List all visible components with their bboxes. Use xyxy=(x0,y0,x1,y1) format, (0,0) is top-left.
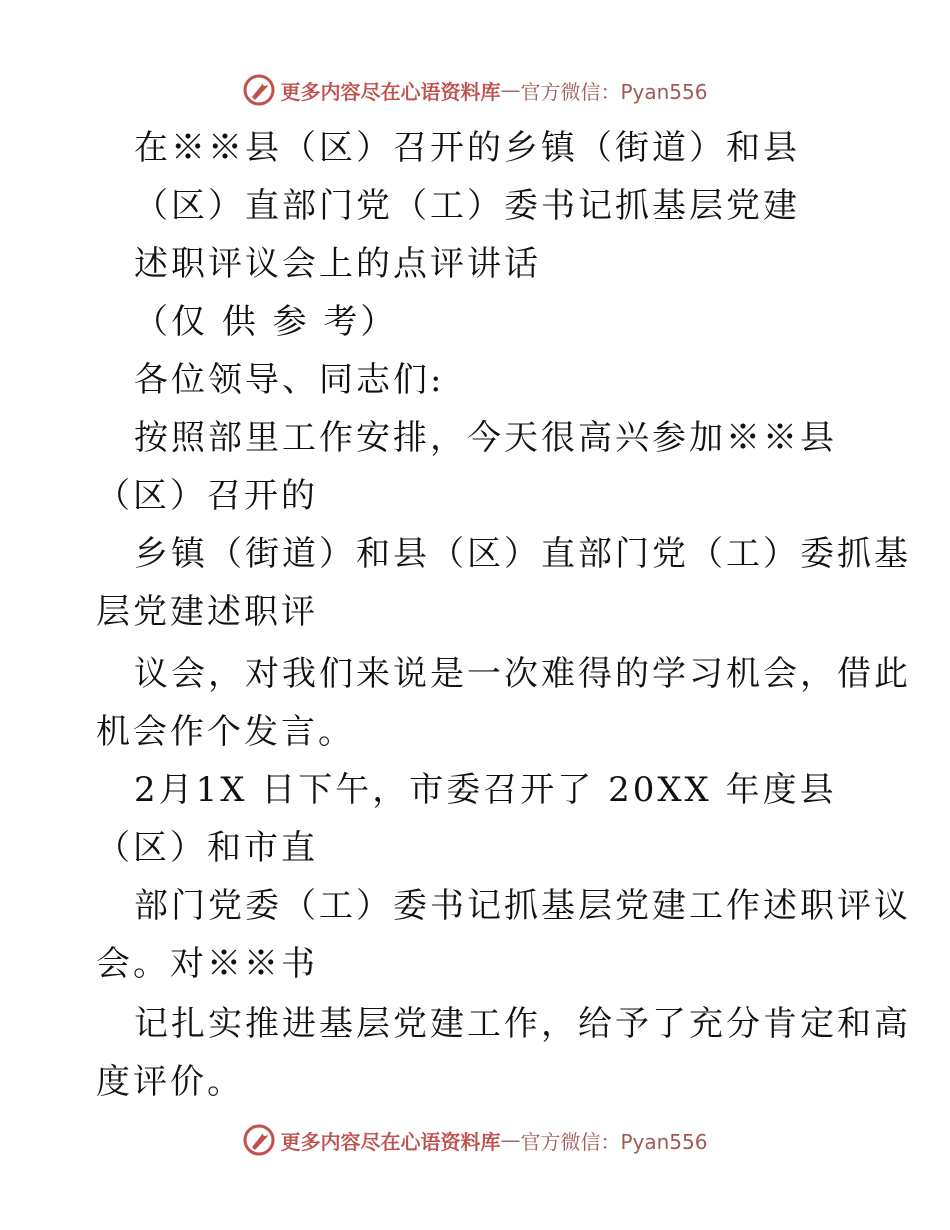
title-line-4: （仅 供 参 考） xyxy=(134,302,398,342)
paragraph-line: 会。对※※书 xyxy=(96,944,318,984)
title-line-1: 在※※县（区）召开的乡镇（街道）和县 xyxy=(134,128,800,168)
paragraph-line: （区）召开的 xyxy=(96,476,318,516)
paragraph-line: 按照部里工作安排，今天很高兴参加※※县 xyxy=(134,418,837,458)
watermark-separator: — xyxy=(500,1128,521,1152)
title-line-3: 述职评议会上的点评讲话 xyxy=(134,244,541,284)
title-line-2: （区）直部门党（工）委书记抓基层党建 xyxy=(134,186,800,226)
paragraph-line: 层党建述职评 xyxy=(96,592,318,632)
paragraph-line: 乡镇（街道）和县（区）直部门党（工）委抓基 xyxy=(134,534,911,574)
paragraph-line: 机会作个发言。 xyxy=(96,712,355,752)
watermark-wechat: 官方微信：Pyan556 xyxy=(520,1129,708,1154)
paragraph-line: 度评价。 xyxy=(96,1062,244,1102)
pen-nib-circle-icon xyxy=(242,1123,276,1157)
paragraph-line: 部门党委（工）委书记抓基层党建工作述职评议 xyxy=(134,886,911,926)
paragraph-line: 议会，对我们来说是一次难得的学习机会，借此 xyxy=(134,654,911,694)
header-watermark xyxy=(0,70,950,110)
watermark-separator: — xyxy=(500,78,521,102)
paragraph-line: 2月1X 日下午，市委召开了 20XX 年度县 xyxy=(134,770,837,810)
pen-nib-circle-icon xyxy=(242,73,276,107)
footer-watermark xyxy=(0,1120,950,1160)
paragraph-line: 记扎实推进基层党建工作，给予了充分肯定和高 xyxy=(134,1004,911,1044)
paragraph-line: （区）和市直 xyxy=(96,828,318,868)
salutation: 各位领导、同志们: xyxy=(134,360,445,400)
watermark-text: 更多内容尽在心语资料库 xyxy=(280,79,501,104)
watermark-wechat: 官方微信：Pyan556 xyxy=(520,79,708,104)
watermark-text: 更多内容尽在心语资料库 xyxy=(280,1129,501,1154)
